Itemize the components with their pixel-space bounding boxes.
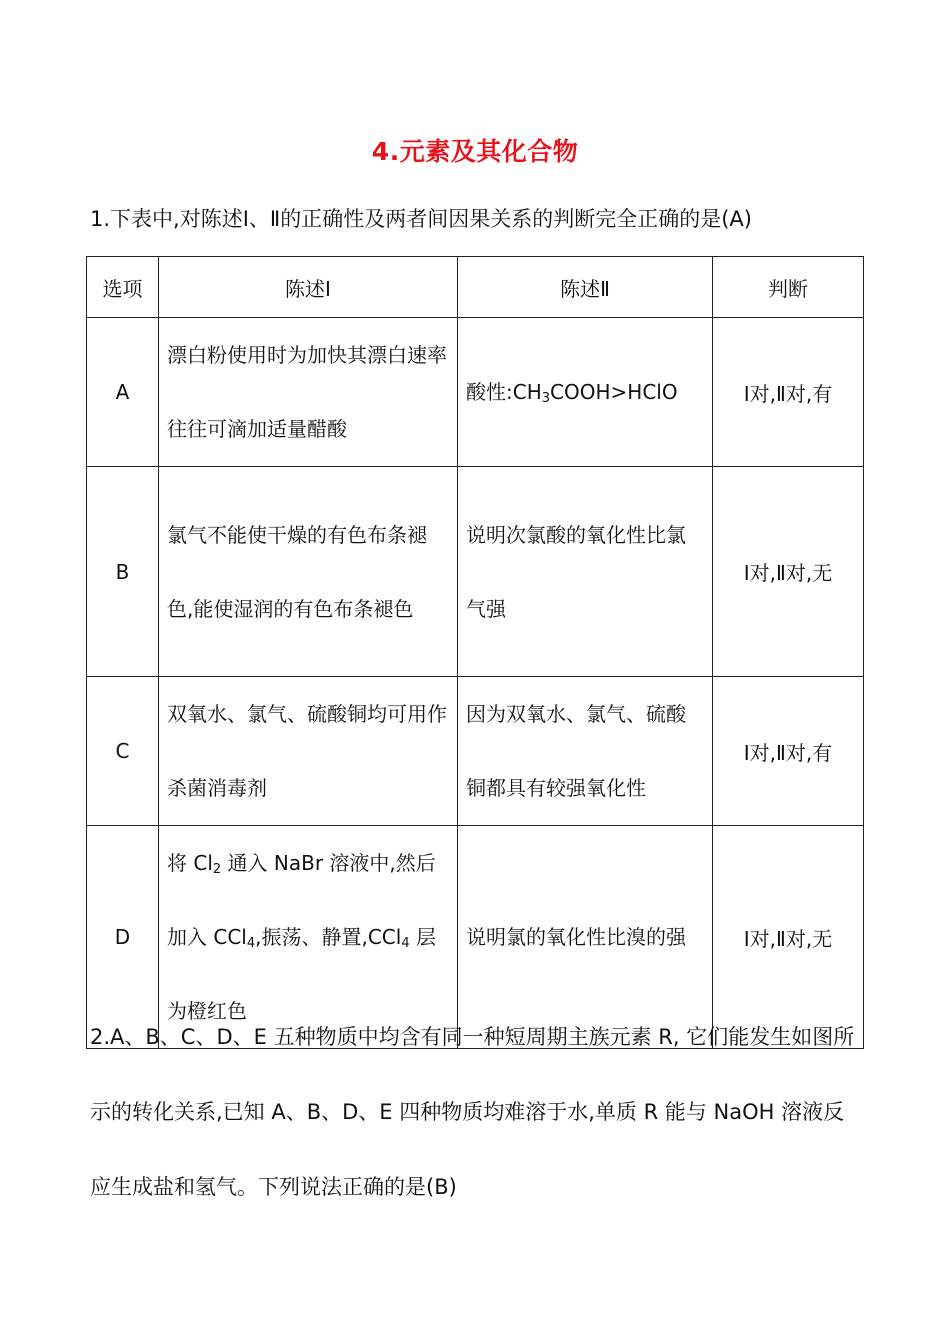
table-row [87,318,864,467]
row-statement-2: 说明次氯酸的氧化性比氯气强 [458,467,713,677]
row-judgement: Ⅰ对,Ⅱ对,有 [713,677,864,826]
question-2: 2.A、B、C、D、E 五种物质中均含有同一种短周期主族元素 R, 它们能发生如图所示的转化关系,已知 A、B、D、E 四种物质均难溶于水,单质 R 能与 NaOH 溶液反应生成盐和氢气。下列说法正确的是(B) [90,1025,855,1199]
row-statement-1: 双氧水、氯气、硫酸铜均可用作杀菌消毒剂 [159,677,458,826]
row-statement-2: 说明氯的氧化性比溴的强 [458,826,713,1049]
row-option: C [87,677,159,826]
header-option: 选项 [87,257,159,318]
header-statement-2: 陈述Ⅱ [458,257,713,318]
row-judgement: Ⅰ对,Ⅱ对,有 [713,318,864,467]
row-statement-1: 氯气不能使干燥的有色布条褪色,能使湿润的有色布条褪色 [159,467,458,677]
table-row [87,467,864,677]
header-judgement: 判断 [713,257,864,318]
table-header-row [87,257,864,318]
row-judgement: Ⅰ对,Ⅱ对,无 [713,826,864,1049]
question-1: 1.下表中,对陈述Ⅰ、Ⅱ的正确性及两者间因果关系的判断完全正确的是(A) [90,207,752,231]
comparison-table [86,256,864,1049]
row-judgement: Ⅰ对,Ⅱ对,无 [713,467,864,677]
row-statement-1: 漂白粉使用时为加快其漂白速率往往可滴加适量醋酸 [159,318,458,467]
row-option: D [87,826,159,1049]
header-statement-1: 陈述Ⅰ [159,257,458,318]
row-statement-2: 因为双氧水、氯气、硫酸铜都具有较强氧化性 [458,677,713,826]
row-statement-2: 酸性$:CH_3COOH>HClO$ [458,318,713,467]
table-row [87,677,864,826]
row-option: A [87,318,159,467]
row-statement-1: 将 $Cl_2$ 通入 NaBr 溶液中,然后加入 CCl$_4$,振荡、静置,CCl$_4$ 层为橙红色 [159,826,458,1049]
page-title: 4.元素及其化合物 [371,137,579,166]
row-option: B [87,467,159,677]
